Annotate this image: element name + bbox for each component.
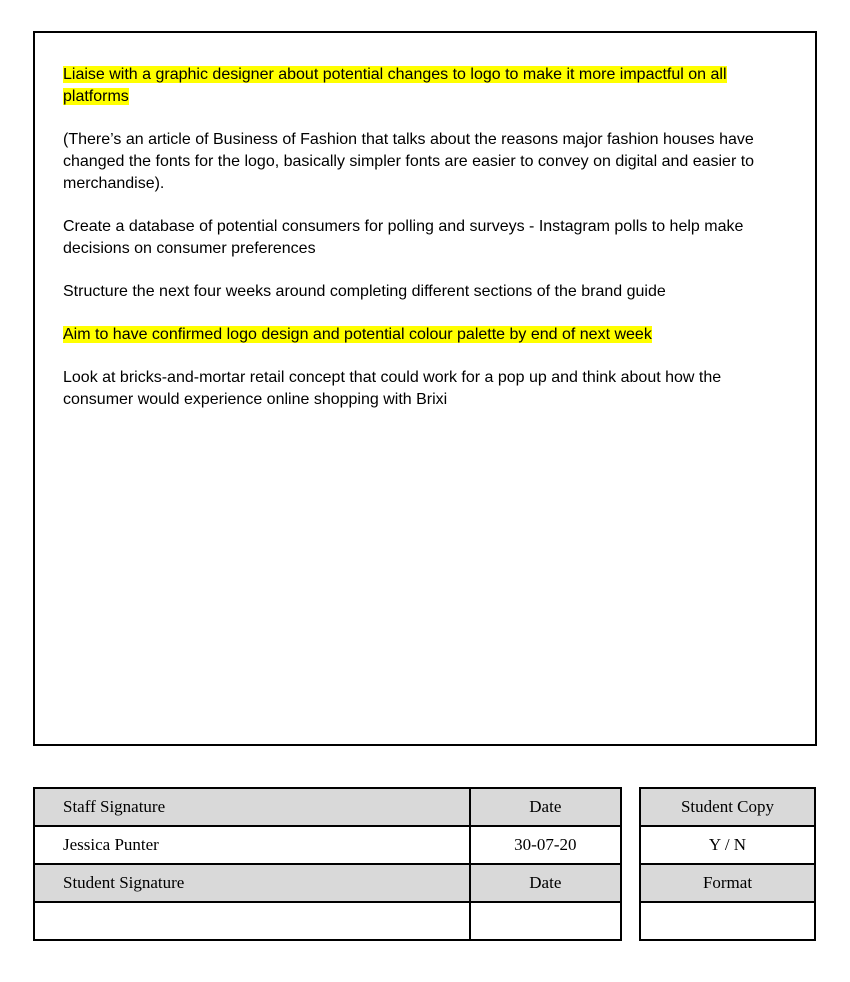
date-label: Date <box>470 788 621 826</box>
format-field[interactable] <box>640 902 815 940</box>
note-paragraph <box>63 367 783 411</box>
notes-content <box>63 64 783 432</box>
staff-date-field[interactable]: 30-07-20 <box>470 826 621 864</box>
note-paragraph <box>63 324 783 346</box>
staff-signature-field[interactable]: Jessica Punter <box>34 826 470 864</box>
note-text-highlighted: Aim to have confirmed logo design and potential colour palette by end of next week <box>63 326 652 343</box>
note-paragraph <box>63 281 783 303</box>
note-paragraph <box>63 64 783 108</box>
signature-table <box>33 787 622 941</box>
staff-signature-label: Staff Signature <box>34 788 470 826</box>
student-copy-label: Student Copy <box>640 788 815 826</box>
note-text: (There’s an article of Business of Fashion that talks about the reasons major fashion houses have changed the fonts for the logo, basically simpler fonts are easier to convey on digital and easier to merchandise). <box>63 131 755 192</box>
student-date-field[interactable] <box>470 902 621 940</box>
note-text: Create a database of potential consumers for polling and surveys - Instagram polls to help make decisions on consumer preferences <box>63 218 744 257</box>
note-text: Look at bricks-and-mortar retail concept that could work for a pop up and think about how the consumer would experience online shopping with Brixi <box>63 369 722 408</box>
student-copy-table <box>639 787 816 941</box>
note-text: Structure the next four weeks around completing different sections of the brand guide <box>63 283 666 300</box>
note-paragraph <box>63 216 783 260</box>
notes-box <box>33 31 817 746</box>
note-text-highlighted: Liaise with a graphic designer about potential changes to logo to make it more impactful on all platforms <box>63 66 727 105</box>
student-signature-label: Student Signature <box>34 864 470 902</box>
format-label: Format <box>640 864 815 902</box>
student-date-label: Date <box>470 864 621 902</box>
student-copy-value[interactable]: Y / N <box>640 826 815 864</box>
note-paragraph <box>63 129 783 195</box>
student-signature-field[interactable] <box>34 902 470 940</box>
